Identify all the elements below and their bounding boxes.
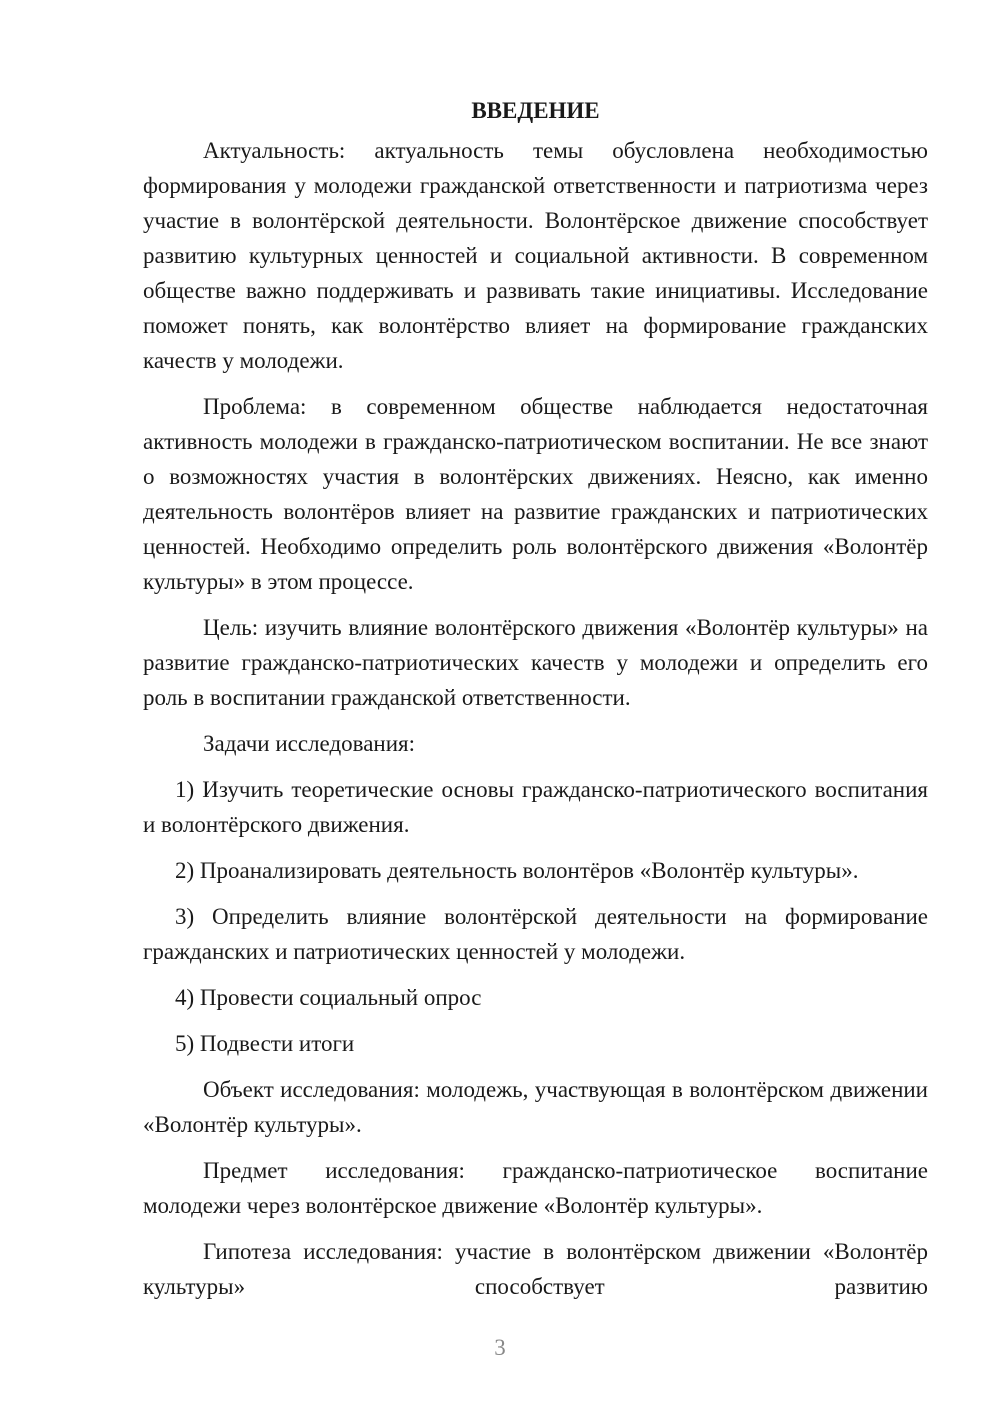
paragraph-relevance: Актуальность: актуальность темы обусловлена необходимостью формирования у молодежи гражданской ответственности и патриотизма через участие в волонтёрской деятельности. Волонтёрское движение способствует развитию культурных ценностей и социальной активности. В современном обществе важно поддерживать и развивать такие инициативы. Исследование поможет понять, как волонтёрство влияет на формирование гражданских качеств у молодежи. xyxy=(143,138,928,373)
paragraph-object: Объект исследования: молодежь, участвующая в волонтёрском движении «Волонтёр культуры». xyxy=(143,1077,928,1137)
task-item-3: 3) Определить влияние волонтёрской деятельности на формирование гражданских и патриотических ценностей у молодежи. xyxy=(143,904,928,964)
task-item-1: 1) Изучить теоретические основы гражданско-патриотического воспитания и волонтёрского движения. xyxy=(143,777,928,837)
paragraph-hypothesis: Гипотеза исследования: участие в волонтёрском движении «Волонтёр культуры» способствует развитию xyxy=(143,1239,928,1299)
paragraph-goal: Цель: изучить влияние волонтёрского движения «Волонтёр культуры» на развитие гражданско-патриотических качеств у молодежи и определить его роль в воспитании гражданской ответственности. xyxy=(143,615,928,710)
paragraph-problem: Проблема: в современном обществе наблюдается недостаточная активность молодежи в гражданско-патриотическом воспитании. Не все знают о возможностях участия в волонтёрских движениях. Неясно, как именно деятельность волонтёров влияет на развитие гражданских и патриотических ценностей. Необходимо определить роль волонтёрского движения «Волонтёр культуры» в этом процессе. xyxy=(143,394,928,594)
page-content xyxy=(143,93,928,1315)
tasks-heading: Задачи исследования: xyxy=(203,731,416,756)
task-item-5: 5) Подвести итоги xyxy=(175,1031,355,1056)
page-number: 3 xyxy=(494,1335,506,1360)
paragraph-subject: Предмет исследования: гражданско-патриотическое воспитание молодежи через волонтёрское движение «Волонтёр культуры». xyxy=(143,1158,928,1218)
section-title: ВВЕДЕНИЕ xyxy=(471,98,600,123)
task-item-4: 4) Провести социальный опрос xyxy=(175,985,482,1010)
task-item-2: 2) Проанализировать деятельность волонтёров «Волонтёр культуры». xyxy=(175,858,859,883)
